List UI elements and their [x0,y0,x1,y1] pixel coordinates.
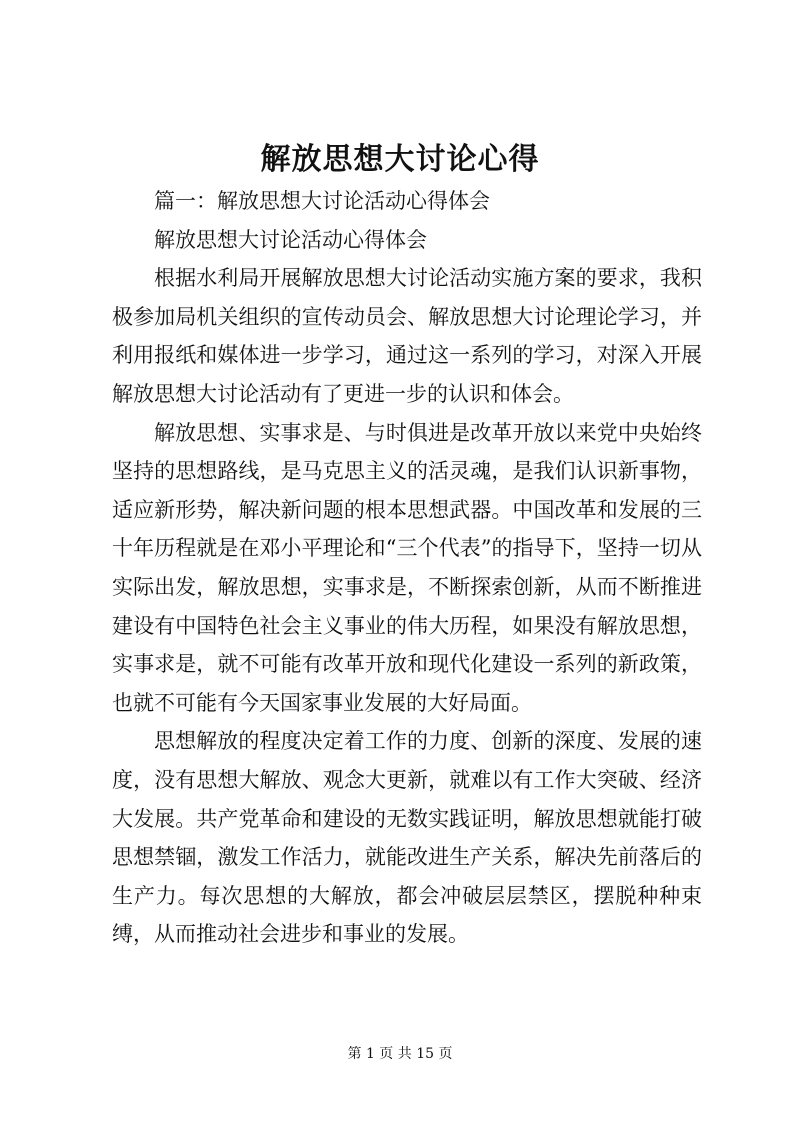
body-paragraph: 思想解放的程度决定着工作的力度、创新的深度、发展的速度，没有思想大解放、观念大更新，就难以有工作大突破、经济大发展。共产党革命和建设的无数实践证明，解放思想就能打破思想禁锢，激发工作活力，就能改进生产关系，解决先前落后的生产力。每次思想的大解放，都会冲破层层禁区，摆脱种种束缚，从而推动社会进步和事业的发展。 [112,729,702,947]
section-heading: 篇一：解放思想大讨论活动心得体会 [154,189,490,213]
article-heading: 解放思想大讨论活动心得体会 [154,227,427,252]
document-title: 解放思想大讨论心得 [260,142,540,177]
document-body [112,182,702,954]
page-number-footer: 第 1 页 共 15 页 [347,1046,453,1062]
body-paragraph: 解放思想、实事求是、与时俱进是改革开放以来党中央始终坚持的思想路线，是马克思主义的活灵魂，是我们认识新事物，适应新形势，解决新问题的根本思想武器。中国改革和发展的三十年历程就是在邓小平理论和“三个代表”的指导下，坚持一切从实际出发，解放思想，实事求是，不断探索创新，从而不断推进建设有中国特色社会主义事业的伟大历程，如果没有解放思想，实事求是，就不可能有改革开放和现代化建设一系列的新政策，也就不可能有今天国家事业发展的大好局面。 [112,420,702,715]
body-paragraph: 根据水利局开展解放思想大讨论活动实施方案的要求，我积极参加局机关组织的宣传动员会、解放思想大讨论理论学习，并利用报纸和媒体进一步学习，通过这一系列的学习，对深入开展解放思想大讨论活动有了更进一步的认识和体会。 [112,266,702,406]
